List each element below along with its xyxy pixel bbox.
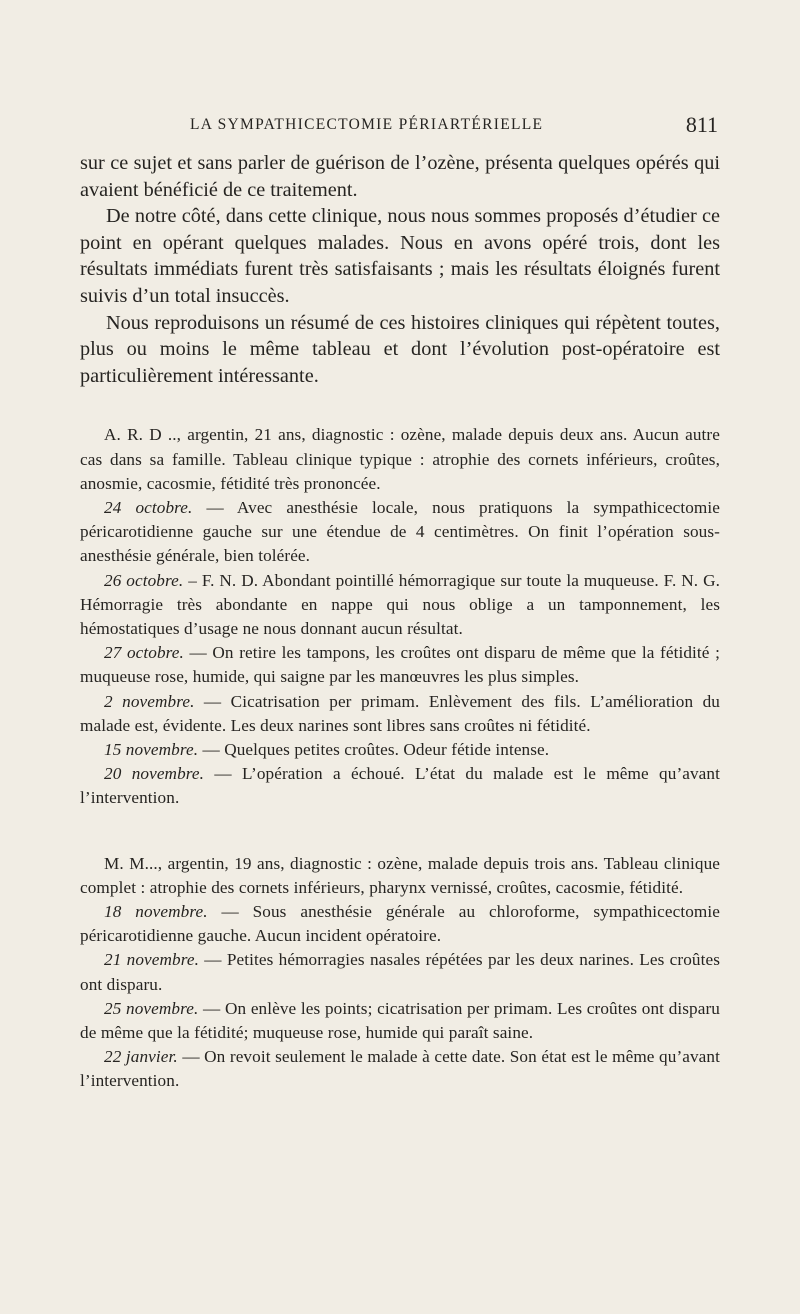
case-1-entry xyxy=(80,569,720,642)
entry-date: 27 octobre. xyxy=(104,643,184,663)
case-1-entry xyxy=(80,690,720,738)
case-1-entry xyxy=(80,641,720,689)
case-1-entry xyxy=(80,496,720,569)
entry-text: — Cicatrisation per primam. Enlèvement des fils. L’amélioration du malade est, évidente. Les deux narines sont libres sans croûtes ni fétidité. xyxy=(80,691,720,735)
case-report-2 xyxy=(80,852,720,1094)
intro-paragraph-3: Nous reproduisons un résumé de ces histoires cliniques qui répètent toutes, plus ou moins le même tableau et dont l’évolution post-opératoire est particulièrement intéressante. xyxy=(80,311,720,387)
intro-paragraph-2: De notre côté, dans cette clinique, nous nous sommes proposés d’étudier ce point en opérant quelques malades. Nous en avons opéré trois, dont les résultats immédiats furent très satisfaisants ; mais les résultats éloignés furent suivis d’un total insuccès. xyxy=(80,205,720,307)
entry-date: 21 novembre. xyxy=(104,950,199,970)
entry-text: — On revoit seulement le malade à cette date. Son état est le même qu’avant l’intervention. xyxy=(80,1047,720,1091)
case-2-entry xyxy=(80,1045,720,1093)
page-number: 811 xyxy=(685,112,718,137)
case-1-summary: A. R. D .., argentin, 21 ans, diagnostic : ozène, malade depuis deux ans. Aucun autre cas dans sa famille. Tableau clinique typique : atrophie des cornets inférieurs, croûtes, anosmie, cacosmie, fétidité très prononcée. xyxy=(80,425,720,493)
case-2-entry xyxy=(80,948,720,996)
entry-date: 18 novembre. xyxy=(104,902,208,921)
entry-text: — Petites hémorragies nasales répétées par les deux narines. Les croûtes ont disparu. xyxy=(80,950,720,994)
body-text xyxy=(80,150,720,1094)
entry-date: 20 novembre. xyxy=(104,764,205,784)
entry-text: — On retire les tampons, les croûtes ont disparu de même que la fétidité ; muqueuse rose, humide, qui saigne par les manœuvres les plus simples. xyxy=(80,643,720,687)
entry-text: — Quelques petites croûtes. Odeur fétide intense. xyxy=(198,739,550,759)
entry-text: — Avec anesthésie locale, nous pratiquons la sympathicectomie péricarotidienne gauche sur une étendue de 4 centimètres. On finit l’opération sous-anesthésie générale, bien tolérée. xyxy=(80,497,720,566)
entry-date: 15 novembre. xyxy=(104,739,199,759)
entry-date: 22 janvier. xyxy=(104,1047,178,1067)
entry-text: — On enlève les points; cicatrisation per primam. Les croûtes ont disparu de même que la fétidité; muqueuse rose, humide qui paraît saine. xyxy=(80,998,720,1043)
entry-text: — Sous anesthésie générale au chloroforme, sympathicectomie péricarotidienne gauche. Aucun incident opératoire. xyxy=(80,902,720,946)
entry-text: — L’opération a échoué. L’état du malade est le même qu’avant l’intervention. xyxy=(80,764,720,808)
case-1-entry xyxy=(80,738,720,762)
entry-date: 25 novembre. xyxy=(104,998,199,1018)
intro-paragraph-1: sur ce sujet et sans parler de guérison de l’ozène, présenta quelques opérés qui avaient bénéficié de ce traitement. xyxy=(80,152,720,201)
case-1-entry xyxy=(80,762,720,810)
case-2-entry xyxy=(80,900,720,948)
running-head xyxy=(190,112,718,140)
entry-text: – F. N. D. Abondant pointillé hémorragique sur toute la muqueuse. F. N. G. Hémorragie très abondante en nappe qui nous oblige a un tamponnement, les hémostatiques d’usage ne nous donnant aucun résultat. xyxy=(80,570,721,638)
entry-date: 24 octobre. xyxy=(104,497,193,517)
intro-section xyxy=(80,150,720,389)
entry-date: 2 novembre. xyxy=(104,691,195,711)
running-title: LA SYMPATHICECTOMIE PÉRIARTÉRIELLE xyxy=(190,116,544,133)
case-2-entry xyxy=(80,997,720,1045)
entry-date: 26 octobre. xyxy=(104,570,184,590)
case-2-summary: M. M..., argentin, 19 ans, diagnostic : ozène, malade depuis trois ans. Tableau clinique complet : atrophie des cornets inférieurs, pharynx vernissé, croûtes, cacosmie, fétidité. xyxy=(80,853,720,897)
case-report-1 xyxy=(80,423,720,810)
